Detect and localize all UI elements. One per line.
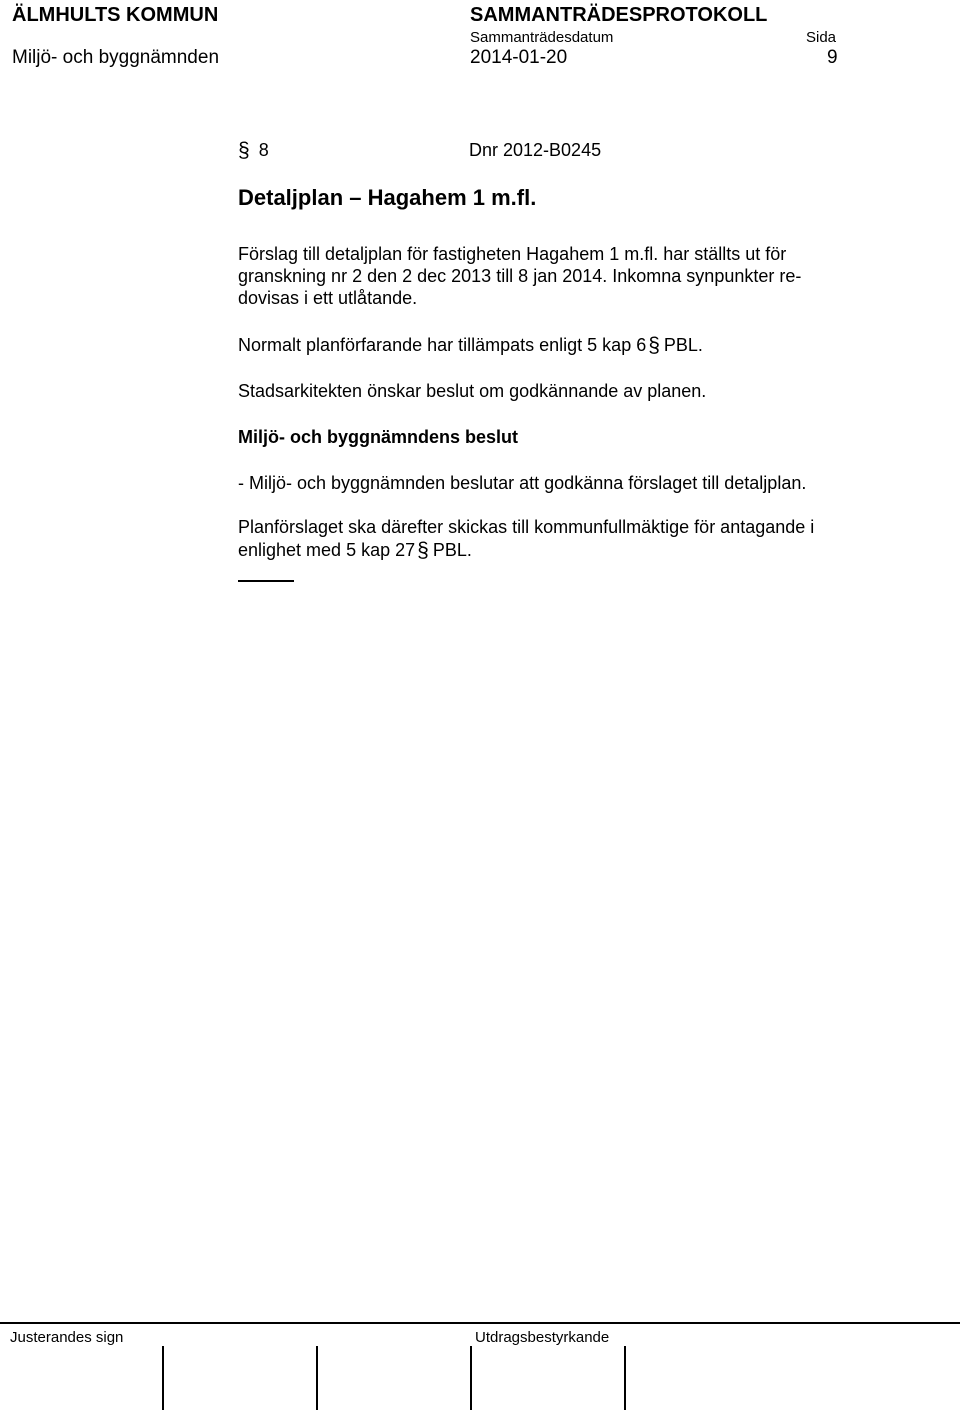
meeting-date-label: Sammanträdesdatum — [470, 29, 614, 46]
item-number-line — [238, 139, 269, 161]
utdragsbestyrkande-label: Utdragsbestyrkande — [475, 1329, 610, 1346]
signature-box-divider — [316, 1346, 318, 1410]
item-number: 8 — [258, 140, 269, 160]
signature-box-divider — [624, 1346, 626, 1410]
footer-divider — [0, 1322, 960, 1324]
section-sign: § — [417, 539, 429, 562]
signature-box-divider — [162, 1346, 164, 1410]
end-rule — [238, 580, 294, 582]
municipality-name: ÄLMHULTS KOMMUN — [12, 4, 219, 26]
paragraph-4-line-1: Planförslaget ska därefter skickas till kommunfullmäktige för antagande i — [238, 517, 815, 537]
committee-name: Miljö- och byggnämnden — [12, 47, 220, 68]
paragraph-3: Stadsarkitekten önskar beslut om godkännande av planen. — [238, 381, 707, 401]
paragraph-2-text: Normalt planförfarande har tillämpats enligt 5 kap 6 — [238, 335, 647, 355]
justerandes-sign-label: Justerandes sign — [10, 1329, 124, 1346]
paragraph-4-text: enlighet med 5 kap 27 — [238, 540, 416, 560]
section-sign: § — [648, 334, 660, 357]
paragraph-2 — [238, 334, 703, 356]
signature-box-divider — [470, 1346, 472, 1410]
section-sign: § — [238, 139, 250, 162]
diary-number: Dnr 2012-B0245 — [469, 140, 602, 160]
paragraph-4-suffix: PBL. — [432, 540, 472, 560]
meeting-date: 2014-01-20 — [470, 47, 568, 68]
paragraph-4-line-2 — [238, 539, 472, 561]
item-title: Detaljplan – Hagahem 1 m.fl. — [238, 185, 537, 210]
decision-line: - Miljö- och byggnämnden beslutar att godkänna förslaget till detaljplan. — [238, 473, 807, 493]
paragraph-1-line-2: granskning nr 2 den 2 dec 2013 till 8 jan 2014. Inkomna synpunkter re- — [238, 266, 802, 286]
paragraph-1-line-3: dovisas i ett utlåtande. — [238, 288, 418, 308]
page-number: 9 — [827, 47, 838, 68]
paragraph-2-suffix: PBL. — [663, 335, 703, 355]
paragraph-1-line-1: Förslag till detaljplan för fastigheten Hagahem 1 m.fl. har ställts ut för — [238, 244, 787, 264]
document-type: SAMMANTRÄDESPROTOKOLL — [470, 4, 768, 26]
decision-heading: Miljö- och byggnämndens beslut — [238, 427, 519, 447]
page-label: Sida — [806, 29, 837, 46]
